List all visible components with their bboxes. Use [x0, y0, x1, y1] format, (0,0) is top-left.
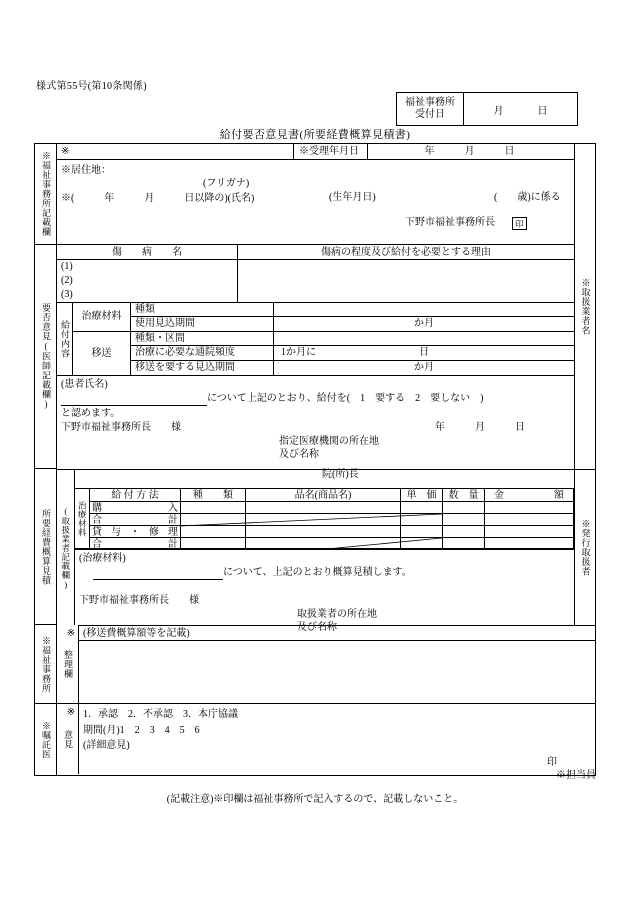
transport-cost-note: (移送費概算額等を記載)	[83, 628, 190, 639]
row-item: 移送を要する見込期間	[135, 362, 235, 373]
transport-label: 移送	[73, 332, 131, 375]
row-method: 合 計	[92, 539, 178, 550]
side-label-welfare-office: ※福祉事務所記載欄	[35, 144, 56, 245]
total-row-strike-lines	[180, 502, 442, 549]
divider	[237, 260, 238, 302]
side-label-iken: 意見	[57, 704, 79, 774]
side-label-seiri: 整理欄	[57, 625, 79, 704]
transport-cost-entry-area[interactable]	[79, 641, 595, 704]
receipt-date-label	[397, 93, 464, 125]
dealer-address-label: 取扱業者の所在地	[297, 609, 377, 620]
illness-row-2[interactable]: (2)	[61, 275, 73, 286]
estimate-table	[90, 488, 574, 549]
dealer-statement-block	[75, 549, 574, 633]
receipt-date-value[interactable]: 月 日	[493, 105, 560, 117]
col-reason: 傷病の程度及び給付を必要とする理由	[321, 247, 491, 258]
receipt-date-box	[396, 92, 578, 126]
seal-box	[512, 214, 527, 232]
estimate-material-label: 治療材料	[75, 488, 90, 549]
col-unit-price: 単 価	[406, 490, 437, 501]
left-label-column	[35, 144, 57, 775]
addressee-label: 下野市福祉事務所長 様	[61, 422, 181, 433]
row-method: 購 入	[92, 503, 178, 514]
footer-note: (記載注意)※印欄は福祉事務所で記入するので、記載しないこと。	[166, 794, 464, 805]
dealer-name-label: 及び名称	[297, 622, 337, 633]
staff-label: ※担当員	[556, 770, 596, 781]
illness-row-1[interactable]: (1)	[61, 261, 73, 272]
row-value: 1か月に	[281, 347, 316, 358]
transport-cost-note-row	[79, 626, 595, 641]
row-item: 使用見込期間	[135, 318, 195, 329]
benefit-content-label: 給付内容	[57, 303, 73, 375]
illness-row-3[interactable]: (3)	[61, 289, 73, 300]
institution-address-label: 指定医療機関の所在地	[279, 436, 379, 447]
illness-table	[57, 245, 574, 302]
row-item: 種類	[135, 304, 155, 315]
benefit-content-table	[57, 302, 574, 375]
residence-label: ※居住地：	[61, 165, 111, 176]
name-line-label: ※( 年 月 日以降の)(氏名)	[61, 193, 255, 204]
physician-section-mark: ※	[66, 707, 76, 718]
form-number: 様式第55号(第10条関係)	[36, 81, 147, 92]
table-row	[131, 332, 574, 346]
row-unit: 日	[419, 347, 429, 358]
table-row	[131, 346, 574, 361]
receipt-date-label-line2: 受付日	[415, 109, 445, 120]
col-product-name: 品名(商品名)	[294, 490, 352, 501]
transport-section-mark: ※	[66, 628, 76, 639]
seal-glyph: 印	[512, 217, 527, 231]
receipt-date-label-line1: 福祉事務所	[405, 96, 455, 108]
approval-period[interactable]: 期間(月)1 2 3 4 5 6	[83, 725, 200, 736]
col-quantity: 数 量	[448, 490, 479, 501]
row-method: 合 計	[92, 515, 178, 526]
patient-name-label: (患者氏名)	[61, 379, 108, 390]
side-label-physician: ※嘱託医	[41, 720, 51, 759]
approval-options[interactable]: 1．承認 2．不承認 3．本庁協議	[83, 709, 238, 720]
estimate-section	[57, 469, 574, 633]
col-disease-name: 傷 病 名	[112, 247, 182, 258]
welfare-office-section	[57, 144, 574, 245]
benefit-rows	[131, 303, 574, 375]
acknowledgement-text: と認めます。	[61, 408, 121, 419]
office-chief-label: 下野市福祉事務所長	[405, 217, 495, 228]
acceptance-date-value[interactable]: 年 月 日	[424, 146, 515, 157]
estimate-header-row	[90, 488, 574, 502]
benefit-decision-statement[interactable]: について上記のとおり、給付を( 1 要する 2 要しない )	[207, 393, 484, 404]
divider	[293, 144, 294, 159]
material-label: 治療材料	[73, 303, 131, 332]
page-title: 給付要否意見書(所要経費概算見積書)	[219, 129, 411, 141]
col-benefit-method: 給 付 方 法	[111, 490, 159, 501]
row-item: 種類・区間	[135, 333, 185, 344]
side-label-opinion: 要否意見(医師記載欄)	[35, 245, 56, 469]
table-row	[131, 303, 574, 317]
welfare-mark: ※	[61, 146, 70, 157]
furigana-label: (フリガナ)	[203, 178, 250, 189]
side-label-issuer: ※発行取扱者	[574, 469, 595, 625]
physician-seal: 印	[547, 757, 557, 768]
row-unit: か月	[414, 318, 434, 329]
dealer-statement-text: について、上記のとおり概算見積します。	[223, 567, 412, 578]
side-label-estimate: 所要経費概算見積	[35, 469, 56, 625]
dealer-material-input[interactable]	[93, 567, 223, 585]
illness-table-body	[57, 260, 574, 302]
row-method: 貸 与 ・ 修 理	[92, 527, 178, 538]
col-type: 種 類	[193, 490, 233, 501]
row-unit: か月	[414, 362, 434, 373]
table-row	[131, 317, 574, 332]
table-row	[131, 361, 574, 375]
side-label-welfare-office-2: ※福祉事務所	[35, 625, 56, 704]
form-frame	[34, 143, 596, 776]
age-label: ( 歳)に係る	[494, 192, 561, 203]
dealer-entry-column-label: (取扱業者記載欄)	[57, 470, 75, 625]
illness-table-header	[57, 245, 574, 260]
dealer-material-label: (治療材料)	[79, 553, 126, 564]
acceptance-date-label: ※受理年月日	[299, 146, 359, 157]
physician-opinion-section	[79, 704, 595, 775]
acceptance-date-row	[57, 144, 574, 160]
doctor-date-field[interactable]: 年 月 日	[435, 422, 525, 433]
director-label: 院(所)長	[322, 469, 359, 480]
side-label-dealer-name: ※取扱業者名	[574, 144, 595, 469]
institution-name-label: 及び名称	[279, 449, 319, 460]
birth-date-label: (生年月日)	[329, 192, 376, 203]
transport-cost-section	[79, 625, 595, 704]
col-amount: 金 額	[494, 490, 564, 501]
dealer-addressee-label: 下野市福祉事務所長 様	[79, 595, 199, 606]
detail-opinion-label: (詳細意見)	[83, 740, 130, 751]
row-item: 治療に必要な通院頻度	[135, 347, 235, 358]
doctor-statement-block	[57, 375, 574, 480]
